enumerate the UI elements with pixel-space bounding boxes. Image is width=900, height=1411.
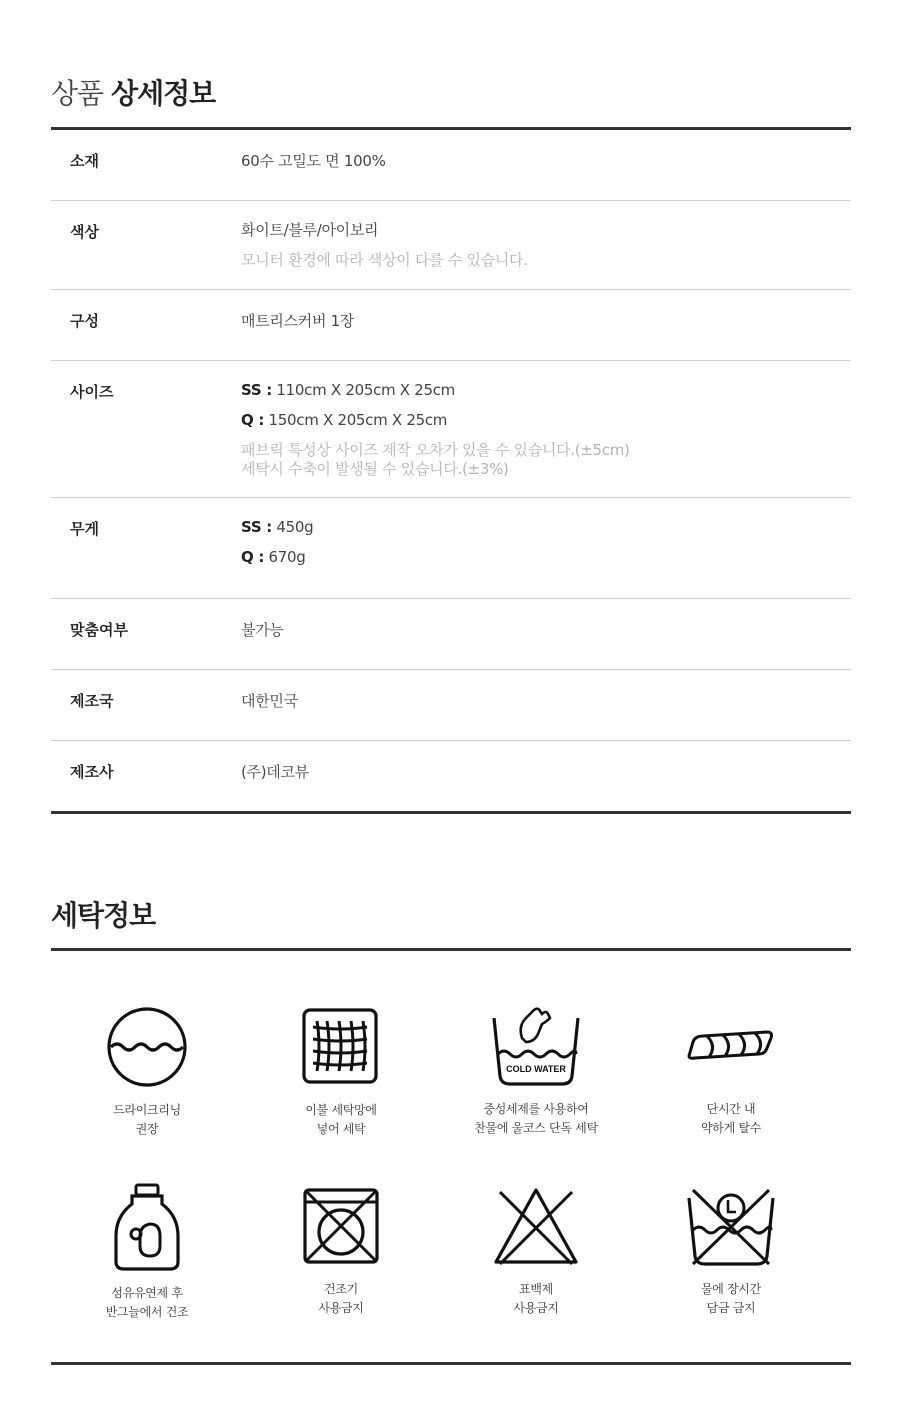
care-caption-line2: 담금 금지: [706, 1301, 756, 1315]
size-text: 110cm X 205cm X 25cm: [271, 381, 455, 399]
row-label: 제조국: [70, 692, 114, 710]
care-caption-line2: 권장: [135, 1122, 159, 1136]
row-label: 제조사: [70, 763, 114, 781]
color-value: 화이트/블루/아이보리: [241, 221, 379, 239]
weight-key: SS :: [241, 518, 272, 536]
color-note: 모니터 환경에 따라 색상이 다를 수 있습니다.: [241, 251, 528, 269]
care-caption-line1: 단시간 내: [706, 1102, 756, 1116]
row-value: 불가능: [241, 621, 284, 639]
care-caption-line2: 약하게 탈수: [701, 1121, 761, 1135]
size-line-ss: [241, 381, 630, 411]
dry-clean-icon: [105, 1005, 189, 1089]
row-value: 대한민국: [241, 692, 298, 710]
care-caption-line1: 물에 장시간: [701, 1282, 761, 1296]
weight-key: Q :: [241, 548, 265, 566]
care-item-dry-clean: [52, 1005, 242, 1139]
care-item-spin: [636, 1024, 826, 1138]
cold-water-label: COLD WATER: [506, 1064, 566, 1074]
size-line-q: [241, 411, 630, 441]
detail-row-composition: [51, 290, 851, 361]
care-item-laundry-net: [246, 1007, 436, 1139]
care-item-no-bleach: [441, 1186, 631, 1318]
care-caption-line2: 반그늘에서 건조: [105, 1305, 189, 1319]
care-item-no-soak: [636, 1186, 826, 1318]
weight-text: 670g: [264, 548, 306, 566]
care-item-softener: [52, 1182, 242, 1322]
detail-row-country: [51, 670, 851, 741]
detail-bottom-rule: [51, 811, 851, 814]
laundry-top-rule: [51, 948, 851, 951]
row-label: 소재: [70, 152, 99, 170]
care-caption-line2: 찬물에 울코스 단독 세탁: [474, 1121, 598, 1135]
detail-row-material: [51, 130, 851, 201]
care-caption-line2: 넣어 세탁: [316, 1122, 366, 1136]
laundry-bottom-rule: [51, 1362, 851, 1365]
no-tumble-dry-icon: [301, 1186, 381, 1268]
row-label: 무게: [70, 520, 99, 538]
size-text: 150cm X 205cm X 25cm: [264, 411, 448, 429]
row-label: 맞춤여부: [70, 621, 128, 639]
gentle-spin-icon: [685, 1024, 777, 1068]
care-caption-line1: 섬유유연제 후: [111, 1286, 183, 1300]
size-key: Q :: [241, 411, 265, 429]
laundry-title: 세탁정보: [51, 899, 156, 932]
weight-line-q: [241, 548, 313, 578]
detail-row-size: [51, 361, 851, 498]
detail-row-custom: [51, 599, 851, 670]
care-caption-line1: 드라이크리닝: [113, 1103, 181, 1117]
care-caption-line2: 사용금지: [513, 1301, 559, 1315]
care-item-hand-wash: [441, 1004, 631, 1138]
detail-row-color: [51, 201, 851, 290]
row-label: 구성: [70, 312, 99, 330]
detail-row-manufacturer: [51, 741, 851, 811]
row-value: [241, 518, 313, 578]
softener-icon: [112, 1182, 182, 1272]
laundry-net-icon: [301, 1007, 381, 1087]
care-caption-line1: 중성세제를 사용하여: [483, 1102, 589, 1116]
detail-title-light: 상품: [51, 77, 104, 110]
detail-title: [51, 72, 215, 112]
row-label: 사이즈: [70, 383, 114, 401]
row-label: 색상: [70, 223, 99, 241]
size-key: SS :: [241, 381, 272, 399]
row-value: [241, 221, 528, 270]
size-note-shrink: 세탁시 수축이 발생될 수 있습니다.(±3%): [241, 460, 509, 478]
care-caption-line1: 건조기: [324, 1282, 358, 1296]
care-caption-line1: 표백제: [519, 1282, 553, 1296]
row-value: [241, 381, 630, 479]
care-caption-line1: 이불 세탁망에: [305, 1103, 377, 1117]
weight-line-ss: [241, 518, 313, 548]
care-caption-line2: 사용금지: [318, 1301, 364, 1315]
hand-wash-cold-icon: [490, 1004, 582, 1088]
no-bleach-icon: [492, 1186, 580, 1268]
row-value: 60수 고밀도 면 100%: [241, 152, 386, 170]
row-value: (주)데코뷰: [241, 763, 309, 781]
size-note-tolerance: 패브릭 특성상 사이즈 제작 오차가 있을 수 있습니다.(±5cm): [241, 441, 630, 459]
care-item-no-dryer: [246, 1186, 436, 1318]
detail-title-bold: 상세정보: [111, 77, 216, 110]
weight-text: 450g: [271, 518, 314, 536]
row-value: 매트리스커버 1장: [241, 312, 355, 330]
detail-row-weight: [51, 498, 851, 599]
no-soak-icon: [685, 1186, 777, 1268]
